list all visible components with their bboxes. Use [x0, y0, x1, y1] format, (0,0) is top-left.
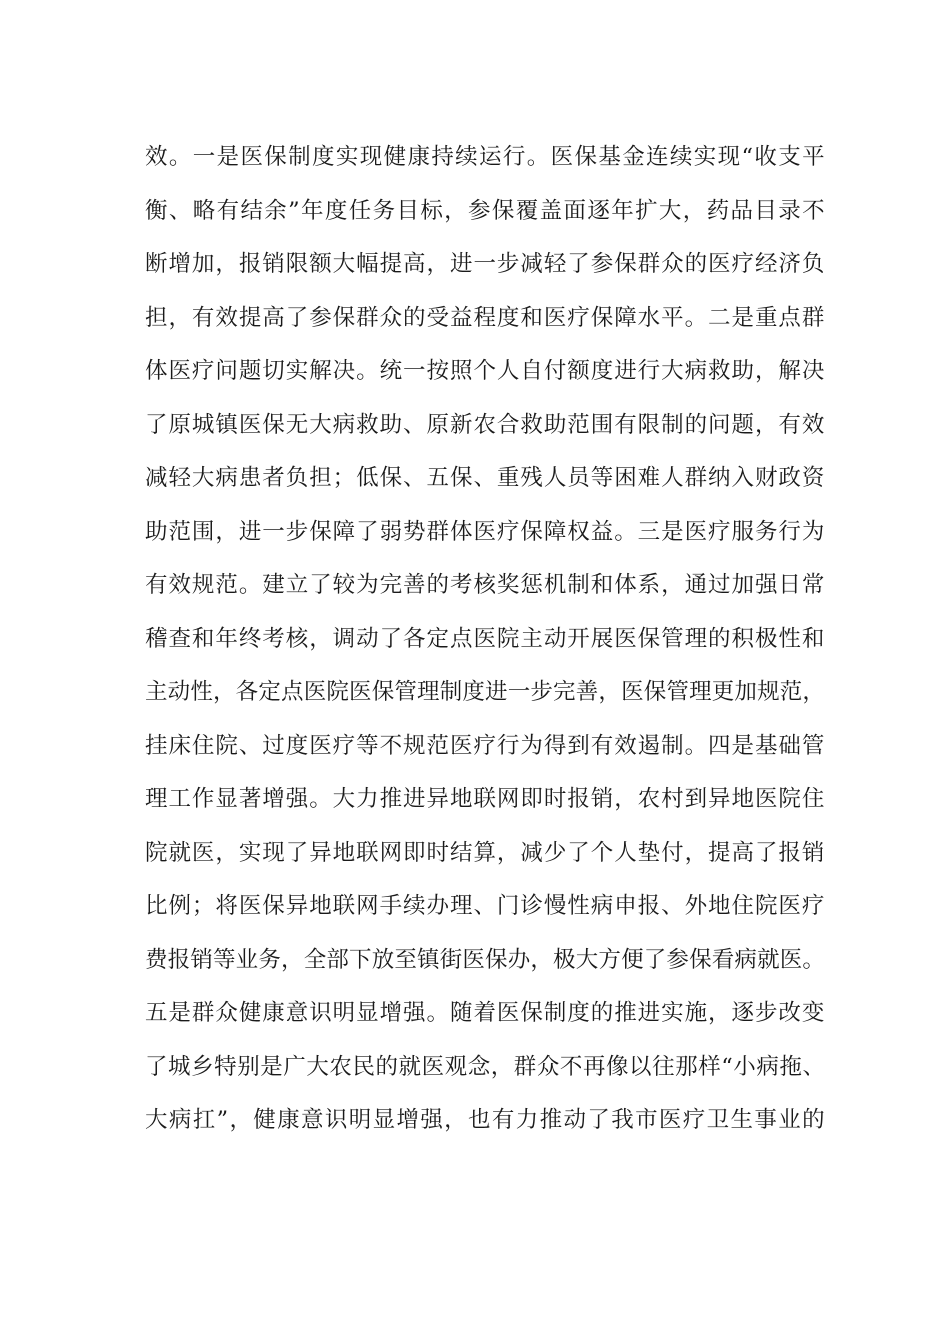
text-line: 挂床住院、过度医疗等不规范医疗行为得到有效遏制。四是基础管 — [145, 732, 826, 759]
text-line: 断增加，报销限额大幅提高，进一步减轻了参保群众的医疗经济负 — [145, 251, 826, 277]
text-line: 主动性，各定点医院医保管理制度进一步完善，医保管理更加规范， — [145, 679, 826, 705]
text-line: 助范围，进一步保障了弱势群体医疗保障权益。三是医疗服务行为 — [145, 518, 826, 545]
text-line: 了原城镇医保无大病救助、原新农合救助范围有限制的问题，有效 — [145, 411, 826, 438]
text-line: 了城乡特别是广大农民的就医观念，群众不再像以往那样“小病拖、 — [145, 1053, 826, 1080]
text-line: 比例；将医保异地联网手续办理、门诊慢性病申报、外地住院医疗 — [145, 893, 826, 919]
text-line: 有效规范。建立了较为完善的考核奖惩机制和体系，通过加强日常 — [145, 572, 826, 598]
text-line: 五是群众健康意识明显增强。随着医保制度的推进实施，逐步改变 — [145, 1000, 826, 1026]
text-line: 担，有效提高了参保群众的受益程度和医疗保障水平。二是重点群 — [145, 304, 826, 331]
body-paragraph — [145, 131, 825, 1148]
text-line: 体医疗问题切实解决。统一按照个人自付额度进行大病救助，解决 — [145, 358, 826, 384]
text-line: 大病扛”，健康意识明显增强，也有力推动了我市医疗卫生事业的 — [145, 1107, 826, 1133]
text-line: 衡、略有结余”年度任务目标，参保覆盖面逐年扩大，药品目录不 — [145, 197, 826, 224]
text-line: 效。一是医保制度实现健康持续运行。医保基金连续实现“收支平 — [145, 144, 826, 170]
text-line: 费报销等业务，全部下放至镇街医保办，极大方便了参保看病就医。 — [145, 946, 826, 973]
text-line: 稽查和年终考核，调动了各定点医院主动开展医保管理的积极性和 — [145, 625, 826, 652]
text-line: 减轻大病患者负担；低保、五保、重残人员等困难人群纳入财政资 — [145, 465, 826, 491]
text-line: 理工作显著增强。大力推进异地联网即时报销，农村到异地医院住 — [145, 786, 826, 812]
text-line: 院就医，实现了异地联网即时结算，减少了个人垫付，提高了报销 — [145, 839, 826, 866]
